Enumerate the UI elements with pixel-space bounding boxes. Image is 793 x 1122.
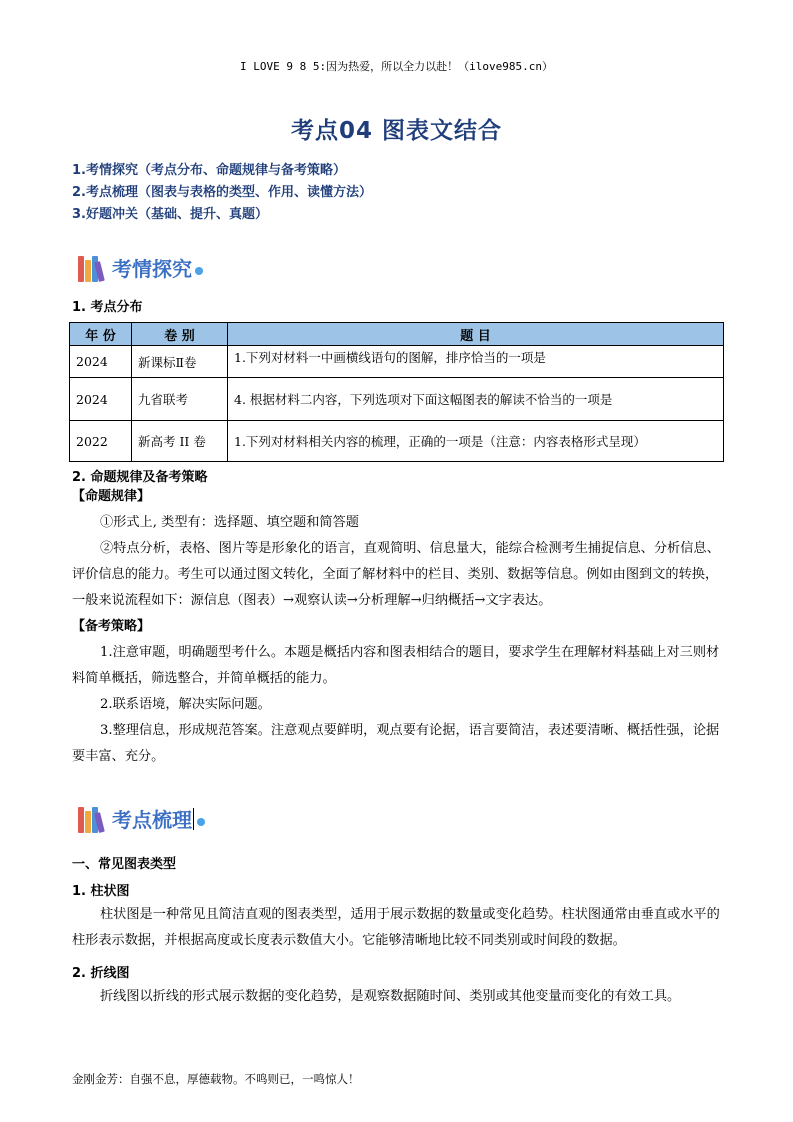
table-cell: 新高考 II 卷 [132, 421, 228, 462]
section-banner-key-points [78, 804, 205, 833]
exam-distribution-table [69, 322, 724, 462]
books-icon [78, 805, 108, 833]
table-row [70, 346, 724, 378]
text-cursor [193, 808, 194, 830]
table-cell: 新课标Ⅱ卷 [132, 346, 228, 378]
dot-icon [197, 818, 205, 826]
strategy-paragraph: 1.注意审题，明确题型考什么。本题是概括内容和图表相结合的题目，要求学生在理解材料基础上对三则材料简单概括，筛选整合，并简单概括的能力。 [72, 645, 720, 686]
table-cell: 4. 根据材料二内容，下列选项对下面这幅图表的解读不恰当的一项是 [228, 378, 724, 421]
strategy-label: 【备考策略】 [72, 619, 151, 634]
rules-heading: 2. 命题规律及备考策略 [72, 470, 208, 485]
column-header: 题 目 [228, 323, 724, 346]
page-footer: 金刚金芳：自强不息，厚德载物。不鸣则已，一鸣惊人！ [72, 1072, 360, 1086]
strategy-paragraph: 3.整理信息，形成规范答案。注意观点要鲜明，观点要有论据，语言要简洁，表述要清晰、概括性强，论据要丰富、充分。 [72, 723, 720, 764]
distribution-heading: 1. 考点分布 [72, 300, 143, 315]
rules-section [72, 484, 722, 770]
toc-item: 2.考点梳理（图表与表格的类型、作用、读懂方法） [72, 185, 372, 200]
table-row [70, 421, 724, 462]
table-cell: 九省联考 [132, 378, 228, 421]
rules-label: 【命题规律】 [72, 489, 151, 504]
table-of-contents [72, 160, 372, 226]
types-heading: 一、常见图表类型 [72, 857, 177, 872]
bar-chart-heading: 1. 柱状图 [72, 884, 130, 899]
table-cell: 1.下列对材料一中画横线语句的图解，排序恰当的一项是 [228, 346, 724, 378]
bar-chart-paragraph: 柱状图是一种常见且简洁直观的图表类型，适用于展示数据的数量或变化趋势。柱状图通常由垂直或水平的柱形表示数据，并根据高度或长度表示数值大小。它能够清晰地比较不同类别或时间段的数据。 [72, 907, 720, 948]
rules-paragraph: ①形式上, 类型有：选择题、填空题和简答题 [100, 515, 359, 530]
table-cell: 2024 [70, 346, 132, 378]
strategy-paragraph: 2.联系语境，解决实际问题。 [100, 697, 271, 712]
section-banner-exam-analysis [78, 253, 203, 282]
table-cell: 1.下列对材料相关内容的梳理，正确的一项是（注意：内容表格形式呈现） [228, 421, 724, 462]
banner-title: 考情探究 [112, 257, 192, 281]
column-header: 年 份 [70, 323, 132, 346]
table-cell: 2024 [70, 378, 132, 421]
line-chart-paragraph: 折线图以折线的形式展示数据的变化趋势，是观察数据随时间、类别或其他变量而变化的有效工具。 [100, 989, 681, 1004]
banner-title: 考点梳理 [112, 808, 192, 832]
rules-paragraph: ②特点分析，表格、图片等是形象化的语言，直观简明、信息量大，能综合检测考生捕捉信息、分析信息、评价信息的能力。考生可以通过图文转化，全面了解材料中的栏目、类别、数据等信息。例如由图到文的转换，一般来说流程如下：源信息（图表）→观察认读→分析理解→归纳概括→文字表达。 [72, 541, 720, 608]
page-title: 考点04 图表文结合 [290, 118, 502, 144]
books-icon [78, 254, 108, 282]
table-cell: 2022 [70, 421, 132, 462]
dot-icon [195, 267, 203, 275]
toc-item: 3.好题冲关（基础、提升、真题） [72, 207, 268, 222]
line-chart-heading: 2. 折线图 [72, 966, 130, 981]
table-header-row [70, 323, 724, 346]
table-row [70, 378, 724, 421]
column-header: 卷 别 [132, 323, 228, 346]
page-header: I LOVE 9 8 5:因为热爱，所以全力以赴！（ilove985.cn） [240, 60, 553, 73]
toc-item: 1.考情探究（考点分布、命题规律与备考策略） [72, 163, 346, 178]
